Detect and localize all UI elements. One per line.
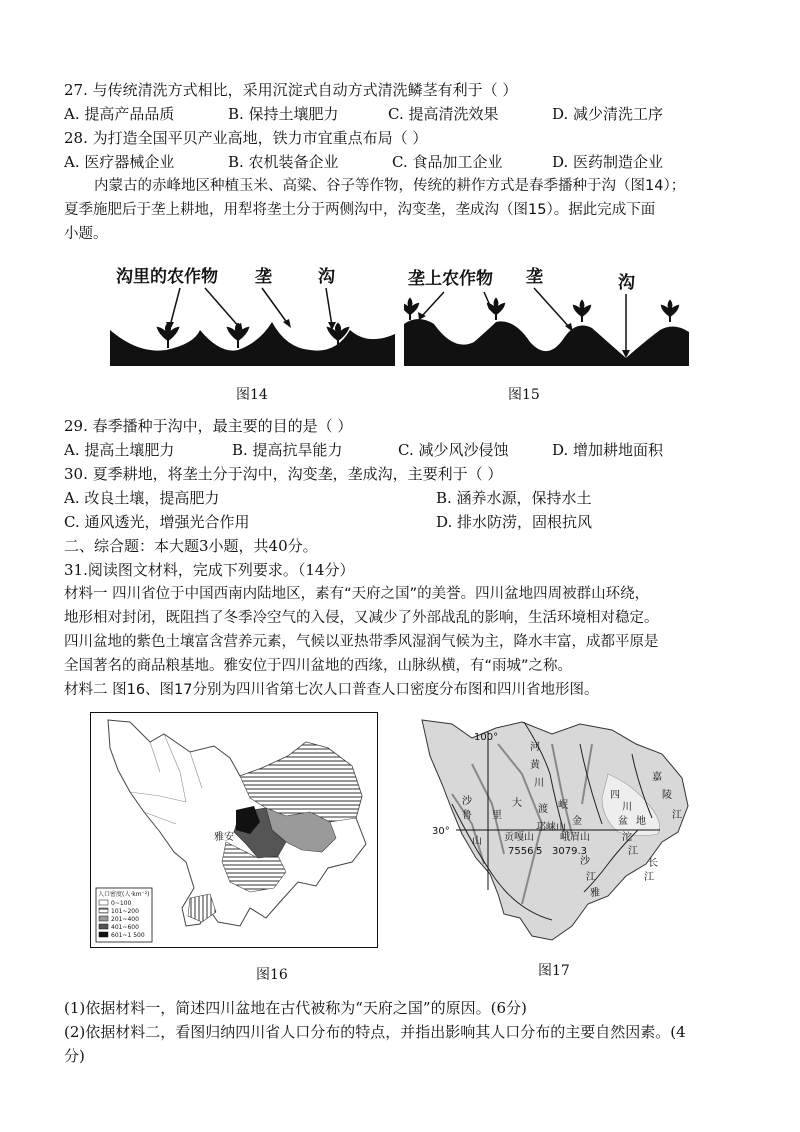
q30-option-a: A. 改良土壤，提高肥力 xyxy=(64,489,220,507)
fig16-legend-title: 人口密度(人·km⁻²) xyxy=(98,891,150,898)
fig15-crop-1 xyxy=(404,299,418,320)
fig14-label-ridge: 垄 xyxy=(255,267,272,287)
fig17-label-17: 陵 xyxy=(662,790,672,801)
q29-option-d: D. 增加耕地面积 xyxy=(552,441,664,459)
fig17-label-9: 山 xyxy=(472,836,482,847)
fig17-label-3: 大 xyxy=(512,798,522,809)
q28-option-a: A. 医疗器械企业 xyxy=(64,153,175,171)
figure-15 xyxy=(404,258,689,378)
q28-option-d: D. 医药制造企业 xyxy=(552,153,664,171)
fig16-legend-item-2: 101~200 xyxy=(111,908,139,915)
q31-material1-line-4: 全国著名的商品粮基地。雅安位于四川盆地的西缘，山脉纵横，有“雨城”之称。 xyxy=(64,658,573,674)
q30-option-c: C. 通风透光，增强光合作用 xyxy=(64,513,250,531)
fig16-city-yaan: 雅安 xyxy=(214,832,234,843)
fig15-arrow-1 xyxy=(422,292,444,316)
fig17-label-21: 盆 xyxy=(618,816,628,827)
fig17-label-18: 江 xyxy=(672,810,682,821)
q31-stem: 31.阅读图文材料，完成下列要求。（14分） xyxy=(64,561,355,579)
fig17-label-14: 峨眉山 xyxy=(560,832,590,843)
passage-line-1: 内蒙古的赤峰地区种植玉米、高粱、谷子等作物，传统的耕作方式是春季播种于沟（图14）； xyxy=(94,178,686,194)
fig17-label-24: 江 xyxy=(628,846,638,857)
fig17-label-23: 沱 xyxy=(622,832,632,843)
q27-option-d: D. 减少清洗工序 xyxy=(552,105,664,123)
fig17-label-16: 嘉 xyxy=(652,772,662,783)
fig17-label-29: 江 xyxy=(586,872,596,883)
fig14-crop-2 xyxy=(228,324,248,348)
fig15-label-furrow: 沟 xyxy=(618,273,635,293)
fig14-arrowhead-ridge xyxy=(283,319,291,328)
fig14-arrow-2 xyxy=(205,288,240,328)
fig16-legend-item-4: 401~600 xyxy=(111,924,139,931)
fig17-label-2: 川 xyxy=(534,778,544,789)
q27-option-b: B. 保持土壤肥力 xyxy=(228,105,339,123)
q29-stem: 29. 春季播种于沟中，最主要的目的是（ ） xyxy=(64,417,353,435)
q27-option-a: A. 提高产品品质 xyxy=(64,105,175,123)
fig17-label-11: 7556 xyxy=(508,846,534,857)
fig17-label-1: 黄 xyxy=(530,760,540,771)
fig17-label-5: 岷 xyxy=(558,800,568,811)
fig15-caption: 图15 xyxy=(508,387,540,403)
q29-option-c: C. 减少风沙侵蚀 xyxy=(398,441,509,459)
q31-material1-line-2: 地形相对封闭，既阻挡了冬季冷空气的入侵，又减少了外部战乱的影响，生活环境相对稳定。 xyxy=(64,610,659,626)
fig16-legend xyxy=(96,888,152,942)
fig17-label-30: 雅 xyxy=(590,888,600,899)
fig17-label-7: 鲁 xyxy=(462,810,472,821)
q29-option-b: B. 提高抗旱能力 xyxy=(232,441,343,459)
fig14-label-crop-in-furrow: 沟里的农作物 xyxy=(116,267,218,287)
fig14-arrow-1 xyxy=(170,288,180,326)
fig16-legend-item-5: 601~1 500 xyxy=(111,932,145,939)
fig15-crop-4 xyxy=(662,301,678,322)
fig16-legend-item-3: 201~400 xyxy=(111,916,139,923)
fig14-caption: 图14 xyxy=(236,387,268,403)
fig15-ground xyxy=(404,319,689,366)
fig16-caption: 图16 xyxy=(256,967,288,983)
fig14-ground xyxy=(110,322,395,366)
fig17-label-8: 里 xyxy=(492,810,502,821)
q31-sub2-line-1: (2)依据材料二，看图归纳四川省人口分布的特点，并指出影响其人口分布的主要自然因素。(4 xyxy=(64,1023,686,1041)
fig17-label-10: 贡嘎山 xyxy=(504,832,534,843)
fig17-lat-label: 30° xyxy=(432,826,450,837)
fig17-label-6: 沙 xyxy=(462,796,472,807)
fig17-label-19: 四 xyxy=(610,790,620,801)
fig17-caption: 图17 xyxy=(538,963,570,979)
figure-16 xyxy=(90,712,378,948)
figure-17 xyxy=(412,714,702,946)
fig17-label-28: 沙 xyxy=(580,856,590,867)
q27-option-c: C. 提高清洗效果 xyxy=(388,105,499,123)
q31-material1-line-3: 四川盆地的紫色土壤富含营养元素，气候以亚热带季风湿润气候为主，降水丰富，成都平原是 xyxy=(64,634,659,650)
q30-option-d: D. 排水防涝，固根抗风 xyxy=(436,513,593,531)
fig17-label-25: 长 xyxy=(648,858,658,869)
fig17-label-12: 5 xyxy=(536,846,543,857)
fig16-legend-item-1: 0~100 xyxy=(111,900,132,907)
fig14-arrow-ridge xyxy=(262,288,288,324)
q31-material2: 材料二 图16、图17分别为四川省第七次人口普查人口密度分布图和四川省地形图。 xyxy=(64,682,599,698)
fig17-label-13: 邛崃山 xyxy=(536,822,566,833)
fig17-label-15: 3079.3 xyxy=(552,846,587,857)
fig17-label-20: 川 xyxy=(622,802,632,813)
figure-14 xyxy=(110,258,395,378)
fig17-label-26: 江 xyxy=(644,872,654,883)
q30-option-b: B. 涵养水源，保持水土 xyxy=(436,489,592,507)
fig14-label-furrow: 沟 xyxy=(318,267,335,287)
passage-line-2: 夏季施肥后于垄上耕地，用犁将垄土分于两侧沟中，沟变垄，垄成沟（图15）。据此完成下面 xyxy=(64,202,656,218)
fig14-crop-1 xyxy=(158,324,178,348)
q31-sub1: (1)依据材料一，简述四川盆地在古代被称为“天府之国”的原因。(6分) xyxy=(64,999,527,1017)
passage-line-3: 小题。 xyxy=(64,226,108,242)
q31-sub2-line-2: 分) xyxy=(64,1047,85,1065)
fig17-lon-label: 100° xyxy=(474,732,499,743)
section-2-heading: 二、综合题：本大题3小题，共40分。 xyxy=(64,537,318,555)
fig17-label-0: 河 xyxy=(530,742,540,753)
q28-option-c: C. 食品加工企业 xyxy=(392,153,503,171)
q29-option-a: A. 提高土壤肥力 xyxy=(64,441,175,459)
q28-stem: 28. 为打造全国平贝产业高地，铁力市宜重点布局（ ） xyxy=(64,129,428,147)
fig17-label-4: 渡 xyxy=(538,804,548,815)
fig14-arrow-furrow xyxy=(326,288,332,326)
fig15-label-ridge: 垄 xyxy=(526,267,543,287)
q28-option-b: B. 农机装备企业 xyxy=(228,153,339,171)
q31-material1-line-1: 材料一 四川省位于中国西南内陆地区，素有“天府之国”的美誉。四川盆地四周被群山环绕， xyxy=(64,586,650,602)
fig15-crop-2 xyxy=(488,299,504,320)
fig17-label-27: 金 xyxy=(572,816,582,827)
fig15-crop-3 xyxy=(574,301,590,322)
q27-stem: 27. 与传统清洗方式相比，采用沉淀式自动方式清洗鳞茎有利于（ ） xyxy=(64,81,518,99)
fig15-label-crop-on-ridge: 垄上农作物 xyxy=(408,269,493,289)
fig15-arrow-ridge xyxy=(534,288,570,328)
fig17-label-22: 地 xyxy=(636,816,646,827)
q30-stem: 30. 夏季耕地，将垄土分于沟中，沟变垄，垄成沟，主要利于（ ） xyxy=(64,465,503,483)
